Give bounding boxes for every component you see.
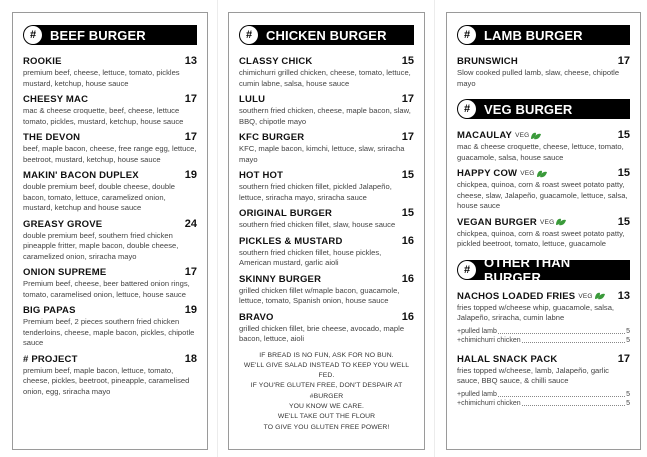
leader-dots — [498, 327, 625, 334]
section-title: VEG BURGER — [484, 101, 573, 117]
item-name — [457, 217, 566, 228]
addon-row — [457, 390, 630, 399]
addon-label: +chimichurri chicken — [457, 336, 521, 344]
note-line: WE'LL TAKE OUT THE FLOUR — [277, 413, 376, 421]
menu-item — [239, 93, 414, 127]
item-description: KFC, maple bacon, kimchi, lettuce, slaw, sriracha mayo — [239, 144, 405, 164]
item-description: grilled chicken fillet, brie cheese, avocado, maple bacon, lettuce, aioli — [239, 323, 405, 343]
item-price: 24 — [184, 217, 197, 230]
leader-dots — [498, 390, 625, 397]
item-price: 16 — [401, 234, 414, 247]
item-description: chickpea, quinoa, corn & roast sweet potato patty, pickled beetroot, tomato, lettuce, guacamole — [457, 228, 625, 248]
item-name — [239, 208, 332, 219]
item-name-text: ORIGINAL BURGER — [239, 208, 333, 219]
item-name — [457, 56, 518, 67]
gluten-free-note — [239, 351, 414, 433]
item-name — [23, 94, 88, 105]
column-divider — [217, 0, 218, 457]
item-name — [457, 354, 558, 365]
item-description: southern fried chicken fillet, pickled Jalapeño, lettuce, sriracha mayo, sriracha sauce — [239, 182, 392, 202]
item-price: 15 — [401, 55, 414, 67]
menu-item — [457, 55, 630, 89]
hash-badge-icon: # — [458, 261, 476, 279]
item-name-text: NACHOS LOADED FRIES — [457, 290, 576, 302]
item-name-text: KFC BURGER — [239, 132, 305, 143]
menu-item — [457, 129, 630, 163]
menu-item — [239, 311, 414, 345]
section-title: OTHER THAN BURGER — [484, 254, 571, 285]
item-price: 15 — [617, 215, 630, 228]
leaf-icon — [556, 218, 566, 226]
column-divider — [434, 0, 435, 457]
item-name — [23, 267, 106, 278]
item-description: mac & cheese croquette, cheese, lettuce, tomato, guacamole, salsa, house sauce — [457, 142, 624, 162]
item-name — [239, 274, 321, 285]
item-price: 17 — [184, 266, 197, 278]
item-price: 17 — [617, 55, 630, 67]
hash-badge-icon: # — [240, 26, 258, 44]
menu-item — [239, 169, 414, 203]
menu-item — [239, 207, 414, 231]
item-name-text: SKINNY BURGER — [239, 273, 322, 285]
section-title: BEEF BURGER — [50, 27, 146, 43]
item-price: 15 — [401, 207, 414, 219]
section-header — [457, 25, 630, 45]
addon-row — [457, 327, 630, 336]
item-name — [23, 132, 80, 143]
item-name-text: BIG PAPAS — [23, 305, 76, 316]
menu-item — [23, 218, 197, 263]
item-description: grilled chicken fillet w/maple bacon, guacamole, lettuce, tomato, Spanish onion, house sauce — [239, 285, 400, 305]
menu-item — [239, 131, 414, 165]
hash-badge-icon: # — [458, 26, 476, 44]
section-header — [457, 254, 630, 285]
item-name-text: HOT HOT — [239, 170, 284, 181]
note-line: YOU KNOW WE CARE. — [289, 402, 364, 410]
note-line: WE'LL GIVE SALAD INSTEAD TO KEEP YOU WELL FED. — [243, 361, 410, 380]
item-description: premium beef, maple bacon, lettuce, tomato, cheese, pickles, beetroot, pineapple, caramelised onion, egg, sriracha mayo — [23, 365, 190, 396]
item-description: Premium beef, cheese, beer battered onion rings, tomato, caramelised onion, lettuce, house sauce — [23, 279, 190, 299]
addon-row — [457, 336, 630, 345]
item-name-text: HAPPY COW — [457, 168, 518, 179]
item-name — [23, 170, 139, 181]
item-name-text: MAKIN' BACON DUPLEX — [23, 170, 139, 181]
item-name — [457, 168, 547, 179]
addon-label: +pulled lamb — [457, 390, 497, 398]
item-name — [457, 291, 605, 302]
hash-badge-icon: # — [24, 26, 42, 44]
item-price: 17 — [401, 93, 414, 105]
item-price: 13 — [184, 55, 197, 67]
menu-item — [457, 353, 630, 408]
leaf-icon — [531, 132, 541, 140]
item-name-text: VEGAN BURGER — [457, 216, 537, 228]
leaf-icon — [537, 170, 547, 178]
item-name-text: MACAULAY — [457, 130, 513, 141]
item-price: 15 — [617, 129, 630, 141]
section-header — [23, 25, 197, 45]
menu-item — [23, 266, 197, 300]
addon-label: +chimichurri chicken — [457, 399, 521, 407]
beef-panel — [12, 12, 208, 450]
item-description: premium beef, cheese, lettuce, tomato, pickles mustard, ketchup, house sauce — [23, 68, 180, 88]
item-price: 16 — [401, 272, 414, 285]
item-description: chickpea, quinoa, corn & roast sweet potato patty, cheese, slaw, Jalapeño, guacamole, lettuce, salsa, house sauce — [457, 180, 628, 210]
menu-item — [23, 353, 197, 398]
addon-price: 5 — [626, 390, 630, 398]
menu-item — [239, 235, 414, 269]
menu-item — [457, 216, 630, 250]
item-name — [239, 236, 343, 247]
addon-row — [457, 399, 630, 408]
item-description: mac & cheese croquette, beef, cheese, lettuce tomato, pickles, mustard, ketchup, house sauce — [23, 106, 184, 126]
item-price: 15 — [401, 169, 414, 181]
section-header — [239, 25, 414, 45]
item-name-text: # PROJECT — [23, 353, 78, 365]
item-price: 17 — [617, 352, 630, 365]
section-title: LAMB BURGER — [484, 27, 583, 43]
menu-item — [23, 131, 197, 165]
section-header — [457, 99, 630, 119]
veg-tag: VEG — [578, 292, 593, 300]
item-name-text: CHEESY MAC — [23, 94, 89, 105]
item-name — [239, 170, 283, 181]
item-name — [23, 305, 76, 316]
item-description: fries topped w/cheese, lamb, Jalapeño, garlic sauce, BBQ sauce, & chilli sauce — [457, 365, 609, 385]
item-description: Premium beef, 2 pieces southern fried chicken tenderloins, cheese, maple bacon, pickles, chipotle sauce — [23, 317, 195, 347]
item-price: 19 — [184, 169, 197, 181]
item-name-text: BRUNSWICH — [457, 56, 518, 67]
item-price: 15 — [617, 167, 630, 179]
item-price: 13 — [617, 289, 630, 302]
chicken-panel — [228, 12, 425, 450]
note-line: IF YOU'RE GLUTEN FREE, DON'T DESPAIR AT #BURGER — [250, 382, 403, 400]
leaf-icon — [595, 292, 605, 300]
note-line: TO GIVE YOU GLUTEN FREE POWER! — [263, 423, 390, 431]
item-name — [239, 94, 265, 105]
lamb-veg-other-panel — [446, 12, 641, 450]
menu-item — [23, 304, 197, 349]
item-name — [239, 132, 304, 143]
leader-dots — [522, 336, 625, 343]
menu-item — [23, 93, 197, 127]
menu-item — [23, 169, 197, 214]
item-description: beef, maple bacon, cheese, free range egg, lettuce, beetroot, mustard, ketchup, house sauce — [23, 144, 197, 164]
item-name-text: LULU — [239, 94, 266, 105]
item-name-text: ROOKIE — [23, 56, 62, 67]
item-name-text: ONION SUPREME — [23, 267, 107, 278]
section-title: CHICKEN BURGER — [266, 27, 387, 43]
item-description: double premium beef, double cheese, double bacon, tomato, lettuce, caramelized onion, mustard, ketchup and house sauce — [23, 182, 175, 212]
item-description: southern fried chicken, cheese, maple bacon, slaw, BBQ, chipotle mayo — [239, 106, 411, 126]
veg-tag: VEG — [540, 218, 555, 226]
addon-price: 5 — [626, 399, 630, 407]
item-name — [23, 354, 78, 365]
item-description: southern fried chicken fillet, house pickles, American mustard, garlic aioli — [239, 247, 382, 267]
veg-tag: VEG — [515, 132, 530, 139]
item-description: fries topped w/cheese whip, guacamole, salsa, Jalapeño, sriracha, cumin labne — [457, 302, 615, 322]
item-price: 16 — [401, 310, 414, 323]
menu-item — [457, 290, 630, 345]
item-description: double premium beef, southern fried chicken pineapple fritter, maple bacon, double cheese, caramelized onion, sriracha mayo — [23, 230, 179, 261]
item-price: 17 — [184, 93, 197, 105]
item-name-text: GREASY GROVE — [23, 218, 103, 230]
veg-tag: VEG — [520, 170, 535, 177]
item-name — [23, 56, 62, 67]
addon-label: +pulled lamb — [457, 327, 497, 335]
item-name-text: THE DEVON — [23, 132, 81, 143]
item-price: 18 — [184, 352, 197, 365]
item-description: Slow cooked pulled lamb, slaw, cheese, chipotle mayo — [457, 68, 620, 88]
item-price: 17 — [184, 131, 197, 143]
item-name — [457, 130, 541, 141]
menu-item — [457, 167, 630, 212]
item-name-text: PICKLES & MUSTARD — [239, 235, 343, 247]
item-name — [239, 312, 274, 323]
item-description: southern fried chicken fillet, slaw, house sauce — [239, 220, 396, 229]
item-description: chimichurri grilled chicken, cheese, tomato, lettuce, cumin labne, salsa, house sauce — [239, 68, 411, 88]
item-name-text: BRAVO — [239, 311, 274, 323]
item-name — [23, 219, 102, 230]
leader-dots — [522, 399, 625, 406]
addon-price: 5 — [626, 327, 630, 335]
menu-item — [239, 55, 414, 89]
menu-item — [239, 273, 414, 307]
addon-price: 5 — [626, 336, 630, 344]
hash-badge-icon: # — [458, 100, 476, 118]
item-price: 17 — [401, 131, 414, 143]
menu-item — [23, 55, 197, 89]
item-name-text: CLASSY CHICK — [239, 56, 313, 67]
item-price: 19 — [184, 304, 197, 316]
item-name — [239, 56, 312, 67]
item-name-text: HALAL SNACK PACK — [457, 353, 558, 365]
note-line: IF BREAD IS NO FUN, ASK FOR NO BUN. — [259, 351, 394, 359]
